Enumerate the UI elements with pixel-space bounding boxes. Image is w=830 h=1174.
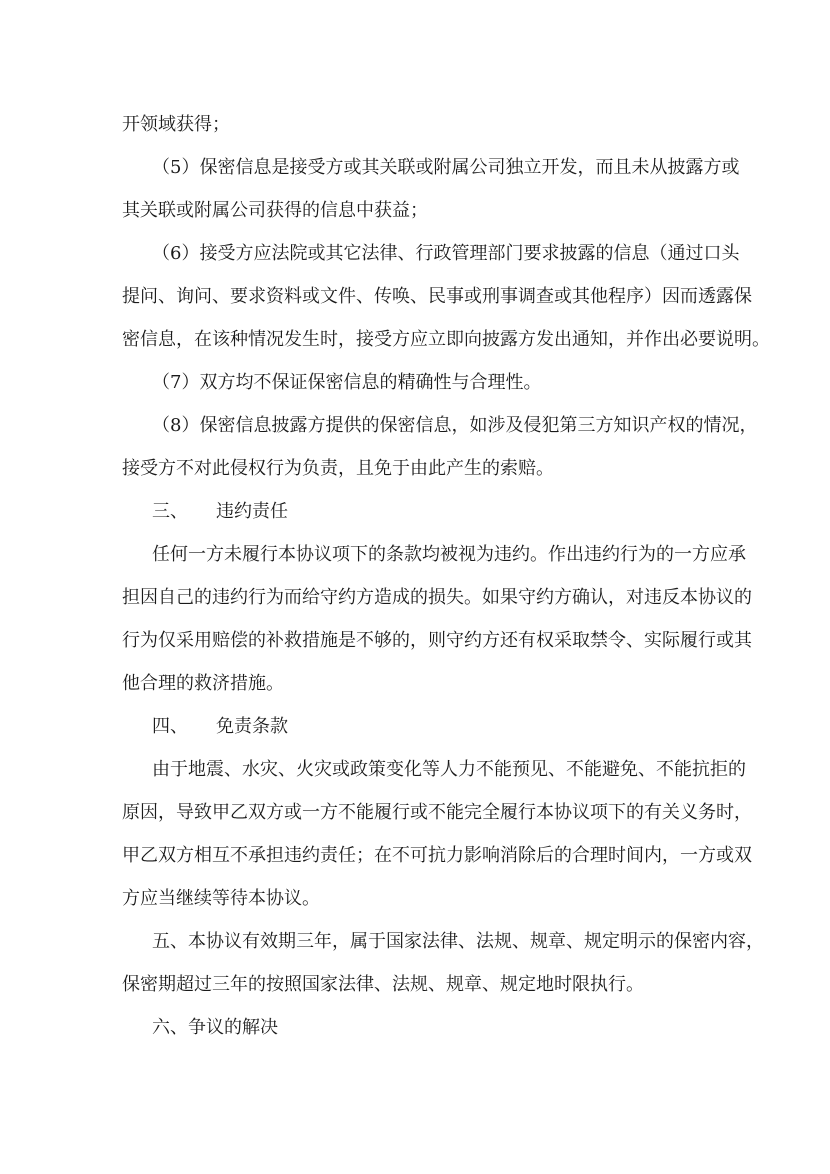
- para-line: 密信息，在该种情况发生时，接受方应立即向披露方发出通知，并作出必要说明。: [122, 329, 770, 350]
- section-heading-4: [122, 705, 700, 748]
- para-line: 保密期超过三年的按照国家法律、法规、规章、规定地时限执行。: [122, 974, 644, 995]
- para-line: 他合理的救济措施。: [122, 673, 284, 694]
- para-line: 接受方不对此侵权行为负责，且免于由此产生的索赔。: [122, 458, 554, 479]
- section-number: 四、: [152, 716, 188, 737]
- para-line: （6）接受方应法院或其它法律、行政管理部门要求披露的信息（通过口头: [152, 243, 740, 264]
- para-line: 其关联或附属公司获得的信息中获益；: [122, 200, 428, 221]
- para-line: （8）保密信息披露方提供的保密信息，如涉及侵犯第三方知识产权的情况，: [152, 415, 758, 436]
- para-line: 由于地震、水灾、火灾或政策变化等人力不能预见、不能避免、不能抗拒的: [152, 759, 746, 780]
- para-line: 甲乙双方相互不承担违约责任；在不可抗力影响消除后的合理时间内，一方或双: [122, 845, 752, 866]
- section-title: 免责条款: [216, 716, 288, 737]
- section-number: 三、: [152, 501, 188, 522]
- section-heading-3: [122, 490, 700, 533]
- para-line: 原因，导致甲乙双方或一方不能履行或不能完全履行本协议项下的有关义务时，: [122, 802, 752, 823]
- section-heading-6: 六、争议的解决: [152, 1017, 278, 1038]
- para-line: 方应当继续等待本协议。: [122, 888, 320, 909]
- para-line: 提问、询问、要求资料或文件、传唤、民事或刑事调查或其他程序）因而透露保: [122, 286, 752, 307]
- document-page: [122, 103, 770, 1049]
- para-line: 任何一方未履行本协议项下的条款均被视为违约。作出违约行为的一方应承: [152, 544, 746, 565]
- para-line: 开领域获得；: [122, 114, 230, 135]
- para-line: 行为仅采用赔偿的补救措施是不够的，则守约方还有权采取禁令、实际履行或其: [122, 630, 752, 651]
- para-line: （5）保密信息是接受方或其关联或附属公司独立开发，而且未从披露方或: [152, 157, 740, 178]
- para-line: 担因自己的违约行为而给守约方造成的损失。如果守约方确认，对违反本协议的: [122, 587, 752, 608]
- para-line: 五、本协议有效期三年，属于国家法律、法规、规章、规定明示的保密内容，: [152, 931, 764, 952]
- section-title: 违约责任: [216, 501, 288, 522]
- para-line: （7）双方均不保证保密信息的精确性与合理性。: [152, 372, 542, 393]
